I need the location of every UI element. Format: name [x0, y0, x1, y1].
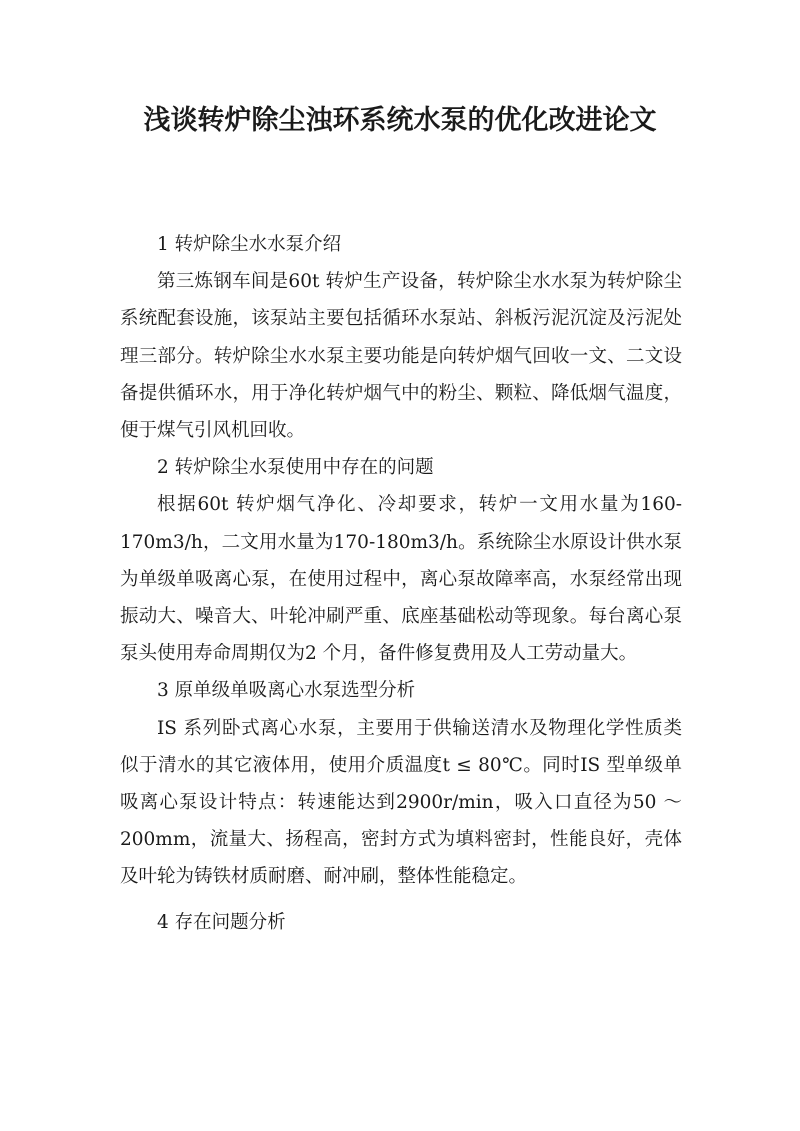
section-heading-2: 2 转炉除尘水泵使用中存在的问题 — [157, 457, 434, 479]
section-paragraph-1: 第三炼钢车间是60t 转炉生产设备，转炉除尘水水泵为转炉除尘系统配套设施，该泵站主要包括循环水泵站、斜板污泥沉淀及污泥处理三部分。转炉除尘水水泵主要功能是向转炉烟气回收一文、二文设备提供循环水，用于净化转炉烟气中的粉尘、颗粒、降低烟气温度，便于煤气引风机回收。 — [120, 271, 682, 442]
document-body — [120, 226, 682, 941]
page-title: 浅谈转炉除尘浊环系统水泵的优化改进论文 — [143, 105, 657, 136]
section-heading-3: 3 原单级单吸离心水泵选型分析 — [157, 680, 416, 702]
section-paragraph-2: 根据60t 转炉烟气净化、冷却要求，转炉一文用水量为160-170m3/h，二文用水量为170-180m3/h。系统除尘水原设计供水泵为单级单吸离心泵，在使用过程中，离心泵故障率高，水泵经常出现振动大、噪音大、叶轮冲刷严重、底座基础松动等现象。每台离心泵泵头使用寿命周期仅为2 个月，备件修复费用及人工劳动量大。 — [120, 494, 682, 665]
section-heading-4: 4 存在问题分析 — [157, 911, 286, 933]
section-paragraph-3: IS 系列卧式离心水泵，主要用于供输送清水及物理化学性质类似于清水的其它液体用，使用介质温度t ≤ 80℃。同时IS 型单级单吸离心泵设计特点：转速能达到2900r/min，吸入口直径为50 ～ 200mm，流量大、扬程高，密封方式为填料密封，性能良好，壳体及叶轮为铸铁材质耐磨、耐冲刷，整体性能稳定。 — [120, 717, 682, 888]
section-heading-1: 1 转炉除尘水水泵介绍 — [157, 234, 342, 255]
